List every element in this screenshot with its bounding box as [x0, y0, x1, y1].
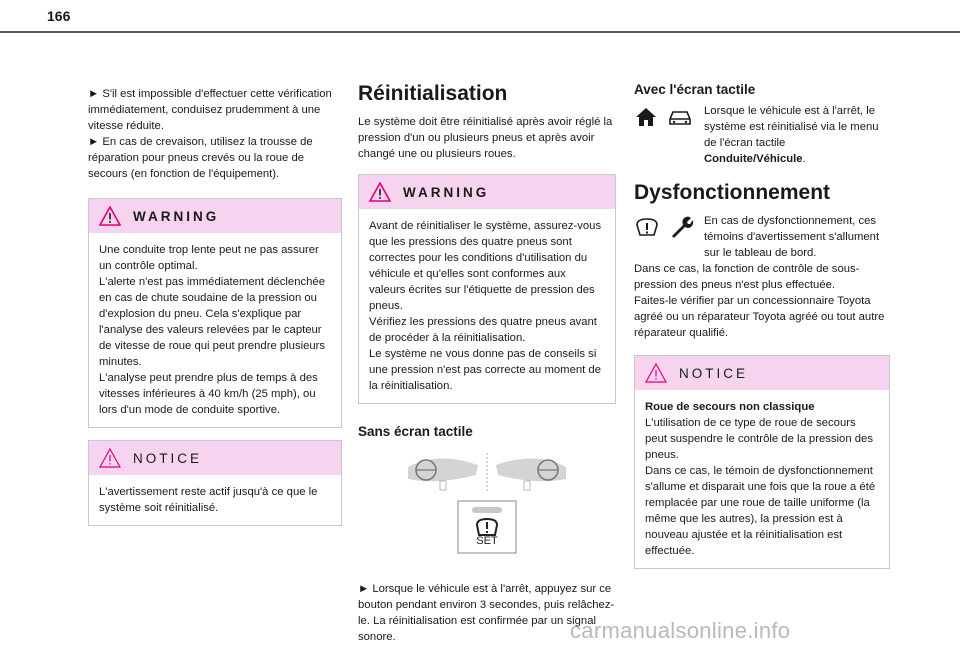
column-3 [634, 82, 890, 569]
warning-text: L'alerte n'est pas immédiatement déclenchée en cas de chute soudaine de la pression ou d'explosion du pneu. Cela s'explique par l'analyse des valeurs relevées par le capteur de vitesse de roue qui peut prendre plusieurs minutes. [99, 276, 326, 368]
touchscreen-text: Lorsque le véhicule est à l'arrêt, le système est réinitialisé via le menu de l'écran tactile [704, 105, 879, 149]
touchscreen-row [634, 103, 890, 167]
touchscreen-text-start [704, 103, 890, 167]
warning-title: WARNING [403, 184, 490, 200]
warning-triangle-icon [99, 206, 121, 226]
warning-body [359, 209, 615, 403]
warning-triangle-icon [369, 182, 391, 202]
set-button-label: SET [476, 535, 498, 547]
notice-header [89, 441, 341, 475]
notice-triangle-icon [645, 363, 667, 383]
warning-box-2 [358, 174, 616, 404]
notice-title: NOTICE [679, 365, 749, 381]
malfunction-icons [634, 213, 694, 239]
malfunction-text-2: Dans ce cas, la fonction de contrôle de sous-pression des pneus n'est plus effectuée. [634, 263, 860, 291]
notice-body [635, 390, 889, 568]
warning-text: Le système ne vous donne pas de conseils si une pression n'est pas correcte au moment de la réinitialisation. [369, 348, 601, 392]
intro-bullet-1: ► S'il est impossible d'effectuer cette vérification immédiatement, conduisez prudemment à une vitesse réduite. [88, 88, 332, 132]
column-2 [358, 82, 616, 645]
warning-text: L'analyse peut prendre plus de temps à des vitesses inférieures à 40 km/h (25 mph), ou lors d'un mode de conduite sportive. [99, 372, 318, 416]
warning-title: WARNING [133, 208, 220, 224]
notice-text: L'avertissement reste actif jusqu'à ce que le système soit réinitialisé. [99, 486, 318, 514]
home-icon [634, 105, 658, 129]
notice-subtitle: Roue de secours non classique [645, 401, 815, 413]
malfunction-row [634, 213, 890, 261]
intro-bullet-2: ► En cas de crevaison, utilisez la trousse de réparation pour pneus crevés ou la roue de secours (en fonction de l'équipement). [88, 136, 313, 180]
warning-body [89, 233, 341, 427]
page-number: 166 [47, 8, 71, 24]
reset-instruction: ► Lorsque le véhicule est à l'arrêt, appuyez sur ce bouton pendant environ 3 secondes, puis relâchez-le. La réinitialisation est confirmée par un signal sonore. [358, 583, 615, 643]
column-1 [88, 60, 342, 526]
notice-text: Dans ce cas, le témoin de dysfonctionnement s'allume et disparait une fois que la roue a été remplacée par une roue de taille uniforme (la même que les autres), la pression est à nouveau ajustée et la réinitialisation est effectuée. [645, 465, 876, 557]
notice-text: L'utilisation de ce type de roue de secours peut suspendre le contrôle de la pression des pneus. [645, 417, 873, 461]
watermark: carmanualsonline.info [570, 618, 791, 643]
touchscreen-icons [634, 103, 694, 129]
notice-triangle-icon [99, 448, 121, 468]
header-rule [0, 31, 960, 33]
menu-path: Conduite/Véhicule [704, 153, 803, 165]
notice-body [89, 475, 341, 525]
warning-header [89, 199, 341, 233]
section-heading-malfunction: Dysfonctionnement [634, 181, 831, 204]
subheading-touchscreen: Avec l'écran tactile [634, 82, 756, 97]
section-heading-reset: Réinitialisation [358, 82, 508, 105]
warning-text: Une conduite trop lente peut ne pas assurer un contrôle optimal. [99, 244, 319, 272]
notice-box-1 [88, 440, 342, 526]
notice-title: NOTICE [133, 450, 203, 466]
subheading-no-touchscreen: Sans écran tactile [358, 424, 473, 439]
warning-text: Avant de réinitialiser le système, assurez-vous que les pressions des quatre pneus sont correctes pour les conditions d'utilisation du véhicule et qu'elles sont conformes aux valeurs écrites sur l'étiquette de pression des pneus. [369, 220, 602, 312]
touchscreen-text-end: . [802, 153, 806, 165]
wrench-icon [668, 215, 694, 239]
warning-text: Vérifiez les pressions des quatre pneus avant de procéder à la réinitialisation. [369, 316, 597, 344]
notice-header [635, 356, 889, 390]
tire-pressure-warning-icon [634, 215, 660, 239]
notice-box-2 [634, 355, 890, 569]
car-icon [666, 105, 694, 129]
warning-header [359, 175, 615, 209]
warning-box-1 [88, 198, 342, 428]
reset-intro: Le système doit être réinitialisé après avoir réglé la pression d'un ou plusieurs pneus et après avoir changé une ou plusieurs roues. [358, 116, 613, 160]
malfunction-text-3: Faites-le vérifier par un concessionnaire Toyota agréé ou un réparateur Toyota agréé ou tout autre réparateur qualifié. [634, 295, 885, 339]
malfunction-text-1: En cas de dysfonctionnement, ces témoins d'avertissement s'allument sur le tableau de bord. [704, 215, 880, 259]
dashboard-illustration [358, 445, 616, 545]
